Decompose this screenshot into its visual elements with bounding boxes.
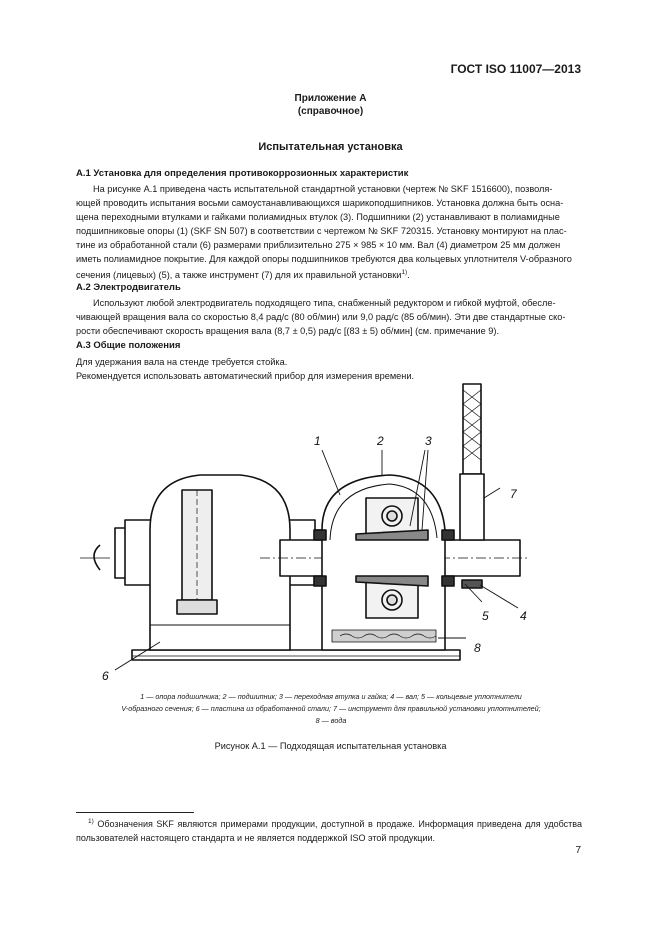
install-tool-body [460, 474, 484, 540]
water [332, 630, 436, 642]
legend-line: V-образного сечения; 6 — пластина из обработанной стали; 7 — инструмент для правильной установки уплотнителей; [121, 704, 541, 713]
a2-heading: А.2 Электродвигатель [76, 282, 181, 293]
install-tool-handle [463, 384, 481, 474]
a1-line7-end: . [407, 270, 410, 281]
a2-line: Используют любой электродвигатель подходящего типа, снабженный редуктором и гибкой муфтой, обесле- [93, 298, 556, 308]
figure-caption: Рисунок А.1 — Подходящая испытательная установка [214, 741, 447, 751]
callout: 4 [520, 609, 527, 623]
callout: 8 [474, 641, 481, 655]
legend-line: 1 — опора подшипника; 2 — подшипник; 3 — переходная втулка и гайка; 4 — вал; 5 — кольцевые уплотнители [140, 692, 522, 701]
a2-line: рости обеспечивают скорость вращения вала (8,7 ± 0,5) рад/с [(83 ± 5) об/мин] (см. примечание 9). [76, 326, 500, 336]
a1-line: На рисунке А.1 приведена часть испытательной стандартной установки (чертеж № SKF 1516600), позволя- [93, 184, 553, 194]
footnote [76, 815, 582, 845]
callout: 6 [102, 669, 109, 680]
motor-housing [150, 475, 290, 650]
standard-header: ГОСТ ISO 11007—2013 [450, 62, 581, 76]
a1-line: подшипниковые опоры (1) (SKF SN 507) в соответствии с чертежом № SKF 720315. Установку монтируют на плас- [76, 226, 567, 236]
footnote-text: Обозначения SKF являются примерами продукции, доступной в продаже. Информация приведена для удобства пользователей настоящего стандарта и не является поддержкой ISO этой продукции. [76, 819, 582, 843]
steel-plate [132, 650, 460, 660]
page-number: 7 [575, 845, 581, 856]
a3-line: Для удержания вала на стенде требуется стойка. [76, 357, 288, 367]
a2-line: чивающей вращения вала со скоростью 8,4 рад/с (80 об/мин) или 9,0 рад/с (85 об/мин). Эти две стандартные ско- [76, 312, 566, 322]
legend-line: 8 — вода [315, 716, 347, 725]
a3-heading: А.3 Общие положения [76, 340, 181, 351]
annex-title [0, 92, 661, 118]
a1-line: тине из обработанной стали (6) размерами приблизительно 275 × 985 × 10 мм. Вал (4) диаметром 25 мм должен [76, 240, 561, 250]
footnote-ref[interactable]: 1) [401, 269, 408, 276]
callout: 7 [510, 487, 517, 501]
a1-line7-text: сечения (лицевых) (5), а также инструмент (7) для их правильной установки [76, 270, 402, 281]
callout: 1 [314, 434, 321, 448]
a1-heading: А.1 Установка для определения противокоррозионных характеристик [76, 168, 409, 179]
a1-line: ющей проводить испытания восьми самоустанавливающихся шарикоподшипников. Установка должна быть осна- [76, 198, 564, 208]
callout: 5 [482, 609, 489, 623]
callout: 2 [377, 434, 384, 448]
a3-line: Рекомендуется использовать автоматический прибор для измерения времени. [76, 371, 415, 381]
test-rig-drawing [70, 380, 570, 680]
annex-subtitle: (справочное) [297, 106, 364, 117]
callout: 3 [425, 434, 432, 448]
footnote-divider [76, 812, 194, 813]
footnote-marker: 1) [88, 818, 94, 825]
figure-legend [70, 691, 592, 727]
a1-line [76, 266, 410, 282]
a1-line: щена переходными втулками и гайками полиамидных втулок (3). Подшипники (2) устанавливают в полиамидные [76, 212, 560, 222]
annex-title-text: Приложение А [294, 93, 367, 104]
a1-line: иметь полиамидное покрытие. Для каждой опоры подшипников требуются два кольцевых уплотнителя V-образного [76, 254, 572, 264]
section-title: Испытательная установка [258, 141, 403, 153]
